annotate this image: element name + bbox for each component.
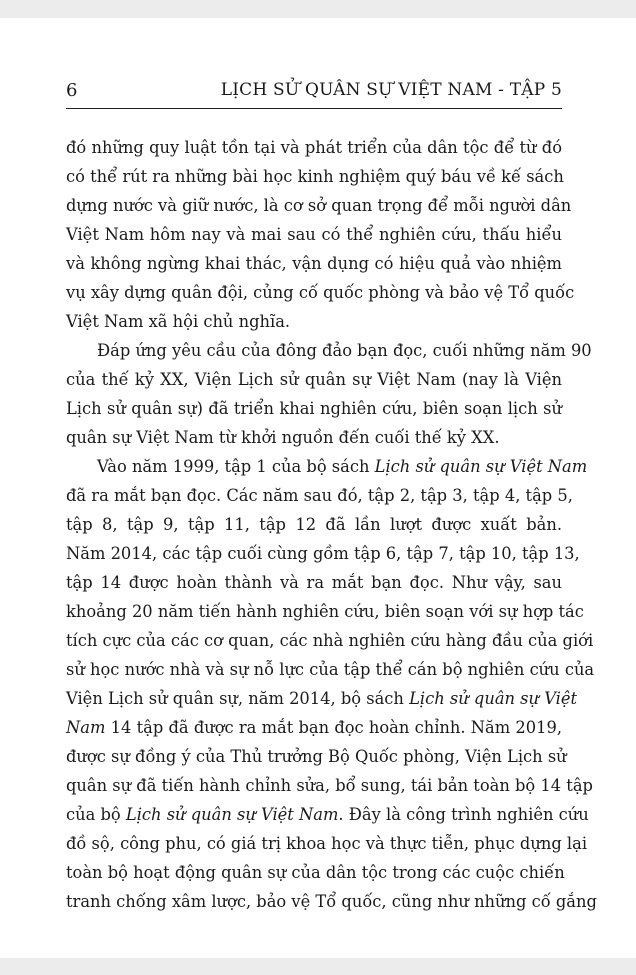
text-line: quân sự Việt Nam từ khởi nguồn đến cuối thế kỷ XX. xyxy=(66,428,500,447)
text-line: của thế kỷ XX, Viện Lịch sử quân sự Việt Nam (nay là Viện xyxy=(66,370,562,389)
text-line: và không ngừng khai thác, vận dụng có hiệu quả vào nhiệm xyxy=(66,254,562,273)
text-line: Việt Nam hôm nay và mai sau có thể nghiên cứu, thấu hiểu xyxy=(66,225,562,244)
text-line: sử học nước nhà và sự nỗ lực của tập thể cán bộ nghiên cứu của xyxy=(66,660,595,679)
text-line: Lịch sử quân sự) đã triển khai nghiên cứu, biên soạn lịch sử xyxy=(66,399,562,418)
page-header xyxy=(66,80,562,109)
text-line xyxy=(66,800,589,829)
text-run: Viện Lịch sử quân sự, năm 2014, bộ sách xyxy=(66,689,410,708)
book-title-italic: Lịch sử quân sự Việt xyxy=(409,689,578,708)
text-run: . Đây là công trình nghiên cứu xyxy=(338,805,589,824)
text-run: Vào năm 1999, tập 1 của bộ sách xyxy=(97,457,375,476)
text-line: đó những quy luật tồn tại và phát triển của dân tộc để từ đó xyxy=(66,138,562,157)
book-title-italic: Lịch sử quân sự Việt Nam xyxy=(125,805,339,824)
text-line: đã ra mắt bạn đọc. Các năm sau đó, tập 2, tập 3, tập 4, tập 5, xyxy=(66,486,573,505)
text-line: Năm 2014, các tập cuối cùng gồm tập 6, tập 7, tập 10, tập 13, xyxy=(66,544,580,563)
text-line: Đáp ứng yêu cầu của đông đảo bạn đọc, cuối những năm 90 xyxy=(97,341,592,360)
text-line: quân sự đã tiến hành chỉnh sửa, bổ sung, tái bản toàn bộ 14 tập xyxy=(66,776,593,795)
text-line: Việt Nam xã hội chủ nghĩa. xyxy=(66,312,291,331)
text-line: tập 8, tập 9, tập 11, tập 12 đã lần lượt được xuất bản. xyxy=(66,515,562,534)
text-line: dựng nước và giữ nước, là cơ sở quan trọng để mỗi người dân xyxy=(66,196,572,215)
book-title-italic: Lịch sử quân sự Việt Nam xyxy=(374,457,588,476)
book-page xyxy=(0,18,636,958)
text-run: của bộ xyxy=(66,805,126,824)
body-text xyxy=(66,133,597,916)
text-line: được sự đồng ý của Thủ trưởng Bộ Quốc phòng, Viện Lịch sử xyxy=(66,747,567,766)
running-title: LỊCH SỬ QUÂN SỰ VIỆT NAM - TẬP 5 xyxy=(220,80,562,100)
text-line xyxy=(66,713,562,742)
text-line: đồ sộ, công phu, có giá trị khoa học và thực tiễn, phục dựng lại xyxy=(66,834,588,853)
text-line xyxy=(66,684,578,713)
book-title-italic: Nam xyxy=(66,718,106,737)
text-line: tích cực của các cơ quan, các nhà nghiên cứu hàng đầu của giới xyxy=(66,631,594,650)
text-line: tranh chống xâm lược, bảo vệ Tổ quốc, cũng như những cố gắng xyxy=(66,892,597,911)
text-run: 14 tập đã được ra mắt bạn đọc hoàn chỉnh. Năm 2019, xyxy=(105,718,562,737)
text-line: có thể rút ra những bài học kinh nghiệm quý báu về kế sách xyxy=(66,167,564,186)
text-line xyxy=(66,452,588,481)
page-number: 6 xyxy=(66,80,78,101)
text-line: khoảng 20 năm tiến hành nghiên cứu, biên soạn với sự hợp tác xyxy=(66,602,584,621)
text-line: vụ xây dựng quân đội, củng cố quốc phòng và bảo vệ Tổ quốc xyxy=(66,283,575,302)
text-line: tập 14 được hoàn thành và ra mắt bạn đọc. Như vậy, sau xyxy=(66,573,562,592)
text-line: toàn bộ hoạt động quân sự của dân tộc trong các cuộc chiến xyxy=(66,863,565,882)
